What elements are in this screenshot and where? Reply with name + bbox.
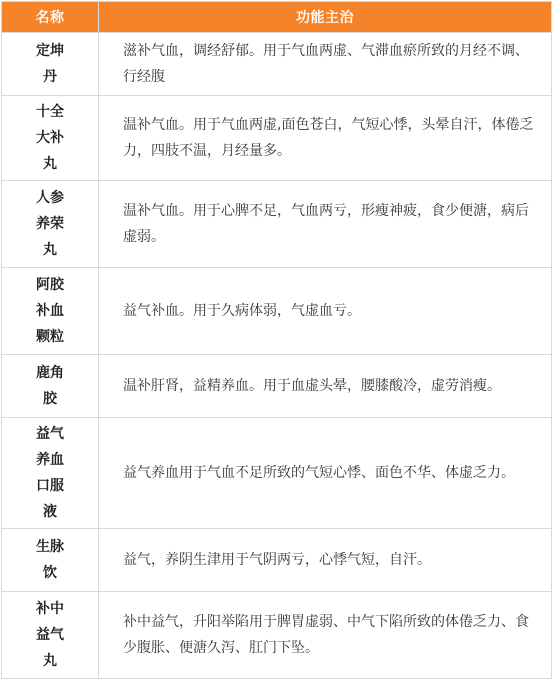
medicine-name: 定坤丹	[2, 33, 99, 96]
herbal-medicine-table-container	[1, 1, 551, 679]
table-row	[2, 181, 552, 268]
medicine-function: 滋补气血，调经舒郁。用于气血两虚、气滞血瘀所致的月经不调、行经腹	[99, 33, 552, 96]
medicine-name: 十全大补丸	[2, 96, 99, 181]
medicine-function: 温补气血。用于气血两虚,面色苍白，气短心悸，头晕自汗，体倦乏力，四肢不温，月经量多。	[99, 96, 552, 181]
herbal-medicine-table	[1, 1, 552, 679]
table-header-row	[2, 2, 552, 33]
table-row	[2, 268, 552, 355]
medicine-function: 益气，养阴生津用于气阴两亏，心悸气短，自汗。	[99, 529, 552, 592]
medicine-function: 补中益气，升阳举陷用于脾胃虚弱、中气下陷所致的体倦乏力、食少腹胀、便溏久泻、肛门下坠。	[99, 592, 552, 679]
medicine-name: 人参养荣丸	[2, 181, 99, 268]
table-row	[2, 96, 552, 181]
header-function: 功能主治	[99, 2, 552, 33]
medicine-name: 生脉饮	[2, 529, 99, 592]
header-name: 名称	[2, 2, 99, 33]
medicine-function: 益气补血。用于久病体弱，气虚血亏。	[99, 268, 552, 355]
table-row	[2, 355, 552, 418]
medicine-name: 鹿角胶	[2, 355, 99, 418]
table-row	[2, 529, 552, 592]
table-row	[2, 418, 552, 529]
table-row	[2, 33, 552, 96]
medicine-name: 阿胶补血颗粒	[2, 268, 99, 355]
medicine-name: 益气养血口服液	[2, 418, 99, 529]
medicine-function: 温补肝肾，益精养血。用于血虚头晕，腰膝酸冷，虚劳消瘦。	[99, 355, 552, 418]
medicine-function: 益气养血用于气血不足所致的气短心悸、面色不华、体虚乏力。	[99, 418, 552, 529]
medicine-function: 温补气血。用于心脾不足，气血两亏，形瘦神疲，食少便溏，病后虚弱。	[99, 181, 552, 268]
table-row	[2, 592, 552, 679]
medicine-name: 补中益气丸	[2, 592, 99, 679]
